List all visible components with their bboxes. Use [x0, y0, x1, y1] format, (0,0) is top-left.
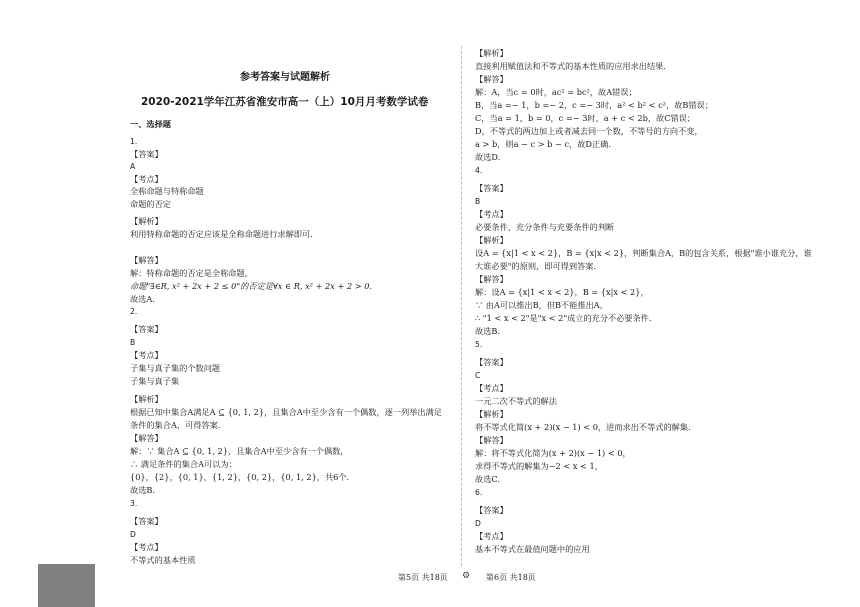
text-line: B	[130, 338, 136, 347]
text-line: 【答案】	[130, 324, 163, 334]
text-line: ∴ 满足条件的集合A可以为：	[130, 459, 237, 469]
text-line: 故选C.	[475, 474, 500, 484]
text-line: 【考点】	[130, 350, 163, 360]
text-line: B	[475, 197, 481, 206]
corner-thumbnail	[38, 564, 95, 607]
text-line: 【解析】	[475, 235, 508, 245]
text-line: 将不等式化简(x + 2)(x − 1) < 0，进而求出不等式的解集.	[475, 422, 691, 432]
text-line: 【答案】	[130, 149, 163, 159]
text-line: 全称命题与特称命题	[130, 186, 204, 196]
text-line: 【解答】	[130, 433, 163, 443]
text-line: 【考点】	[130, 542, 163, 552]
exam-title: 2020-2021学年江苏省淮安市高一（上）10月月考数学试卷	[141, 96, 429, 108]
text-line: {0}，{2}，{0, 1}，{1, 2}，{0, 2}，{0, 1, 2}，共6个.	[130, 472, 350, 482]
text-line: 解：A，当c = 0时，ac² = bc²，故A错误；	[475, 87, 637, 97]
text-line: 【解答】	[475, 435, 508, 445]
text-line: 必要条件、充分条件与充要条件的判断	[475, 222, 615, 232]
page-number-right: 第6页 共18页	[486, 573, 536, 582]
text-line: 【考点】	[475, 383, 508, 393]
text-line: 根据已知中集合A满足A ⊆ {0, 1, 2}，且集合A中至少含有一个偶数，逐一列举出满足	[130, 407, 442, 417]
text-line: ∵ 由A可以推出B，但B不能推出A，	[475, 300, 608, 310]
text-line: 求得不等式的解集为−2 < x < 1，	[475, 461, 603, 471]
text-line: B，当a =− 1，b =− 2，c =− 3时，a² < b² < c²，故B错误；	[475, 100, 713, 110]
text-line: ∴ "1 < x < 2"是"x < 2"成立的充分不必要条件.	[475, 313, 652, 323]
text-line: 【解析】	[475, 409, 508, 419]
text-line: 解：特称命题的否定是全称命题，	[130, 268, 253, 278]
text-line: 利用特称命题的否定应该是全称命题进行求解即可.	[130, 229, 313, 239]
answer-title: 参考答案与试题解析	[240, 72, 330, 83]
text-line: 【答案】	[475, 183, 508, 193]
text-line: 子集与真子集	[130, 376, 180, 386]
text-line: 一元二次不等式的解法	[475, 396, 557, 406]
text-line: 2.	[130, 307, 138, 316]
text-line: 大谁必要"的原则，即可得到答案.	[475, 261, 596, 271]
text-line: C，当a = 1，b = 0，c =− 3时，a + c < 2b，故C错误；	[475, 113, 696, 123]
text-line: 【解析】	[130, 216, 163, 226]
text-line: 【解析】	[475, 48, 508, 58]
text-line: 直接利用赋值法和不等式的基本性质的应用求出结果.	[475, 61, 666, 71]
text-line: 故选D.	[475, 152, 501, 162]
text-line: 【解答】	[475, 274, 508, 284]
text-line: 设A = {x|1 < x < 2}，B = {x|x < 2}，判断集合A，B的包含关系，根据"谁小谁充分，谁	[475, 248, 812, 258]
text-line: 解：将不等式化简为(x + 2)(x − 1) < 0，	[475, 448, 631, 458]
gear-icon: ⚙	[462, 571, 471, 581]
text-line: 解：∵ 集合A ⊆ {0, 1, 2}，且集合A中至少含有一个偶数，	[130, 446, 349, 456]
text-line: 不等式的基本性质	[130, 555, 196, 565]
text-line: 条件的集合A，可得答案.	[130, 420, 221, 430]
text-line: A	[130, 162, 136, 171]
text-line: 命题"∃∈R, x² + 2x + 2 ≤ 0"的否定是∀x ∈ R, x² + 2x + 2 > 0.	[130, 281, 373, 291]
text-line: 【解答】	[130, 255, 163, 265]
text-line: 【答案】	[130, 516, 163, 526]
page-number-left: 第5页 共18页	[398, 573, 448, 582]
text-line: 【答案】	[475, 357, 508, 367]
text-line: D	[130, 530, 136, 539]
text-line: 【考点】	[475, 531, 508, 541]
text-line: 解：设A = {x|1 < x < 2}，B = {x|x < 2}，	[475, 287, 649, 297]
section-heading: 一、选择题	[130, 119, 171, 129]
text-line: 4.	[475, 166, 483, 175]
text-line: 子集与真子集的个数问题	[130, 363, 221, 373]
column-divider	[461, 46, 462, 566]
text-line: D	[475, 519, 481, 528]
text-line: D，不等式的两边加上或者减去同一个数，不等号的方向不变，	[475, 126, 703, 136]
text-line: 故选B.	[475, 326, 500, 336]
text-line: C	[475, 371, 481, 380]
text-line: 【答案】	[475, 505, 508, 515]
text-line: a > b，则a − c > b − c，故D正确.	[475, 139, 611, 149]
text-line: 【解析】	[130, 394, 163, 404]
text-line: 故选B.	[130, 485, 155, 495]
text-line: 3.	[130, 499, 138, 508]
text-line: 基本不等式在最值问题中的应用	[475, 544, 590, 554]
text-line: 6.	[475, 488, 483, 497]
text-line: 【解答】	[475, 74, 508, 84]
text-line: 【考点】	[475, 209, 508, 219]
text-line: 5.	[475, 340, 483, 349]
text-line: 【考点】	[130, 174, 163, 184]
text-line: 故选A.	[130, 294, 155, 304]
text-line: 命题的否定	[130, 199, 171, 209]
text-line: 1.	[130, 137, 138, 146]
